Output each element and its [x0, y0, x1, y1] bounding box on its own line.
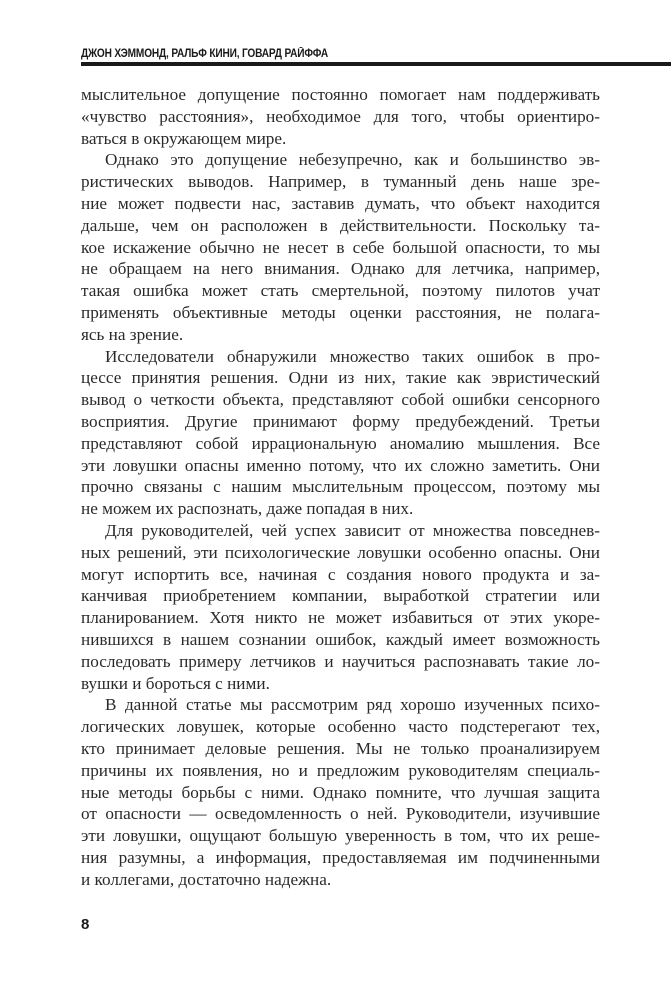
- paragraph: [81, 520, 600, 694]
- text-line: мыслительное допущение постоянно помогает нам поддерживать: [81, 85, 600, 104]
- text-line: «чувство расстояния», необходимое для того, чтобы ориентиро-: [81, 106, 600, 126]
- text-line: ваться в окружающем мире.: [81, 128, 287, 148]
- text-line: могут испортить все, начиная с создания нового продукта и за-: [81, 564, 600, 584]
- text-line: эти ловушки опасны именно потому, что их сложно заметить. Они: [81, 455, 600, 475]
- text-line: Однако это допущение небезупречно, как и большинство эв-: [105, 150, 600, 170]
- text-line: не обращаем на него внимания. Однако для летчика, например,: [81, 259, 600, 279]
- text-line: ристических выводов. Например, в туманный день наше зре-: [81, 172, 600, 192]
- text-line: от опасности — осведомленность о ней. Руководители, изучившие: [81, 804, 600, 824]
- text-line: восприятия. Другие принимают форму предубеждений. Третьи: [81, 411, 600, 431]
- text-line: цессе принятия решения. Одни из них, такие как эвристический: [81, 368, 600, 388]
- page-number: 8: [81, 916, 90, 933]
- text-line: В данной статье мы рассмотрим ряд хорошо изученных психо-: [105, 695, 600, 715]
- text-line: кое искажение обычно не несет в себе большой опасности, то мы: [81, 237, 600, 257]
- text-line: ных решений, эти психологические ловушки особенно опасны. Они: [81, 542, 600, 562]
- text-line: эти ловушки, ощущают большую уверенность в том, что их реше-: [81, 826, 600, 846]
- text-line: планированием. Хотя никто не может избавиться от этих укоре-: [81, 608, 600, 628]
- text-line: вушки и бороться с ними.: [81, 673, 270, 693]
- text-line: ясь на зрение.: [81, 324, 184, 344]
- text-line: последовать примеру летчиков и научиться распознавать такие ло-: [81, 651, 600, 671]
- text-line: канчивая приобретением компании, выработкой стратегии или: [81, 586, 600, 606]
- text-line: и коллегами, достаточно надежна.: [81, 869, 332, 889]
- text-line: не можем их распознать, даже попадая в них.: [81, 499, 414, 519]
- text-line: применять объективные методы оценки расстояния, не полага-: [81, 302, 600, 322]
- running-head-authors: ДЖОН ХЭММОНД, РАЛЬФ КИНИ, ГОВАРД РАЙФФА: [81, 48, 329, 60]
- header-rule: [81, 62, 671, 66]
- text-line: такая ошибка может стать смертельной, поэтому пилотов учат: [81, 281, 600, 301]
- paragraph: [81, 346, 600, 520]
- paragraph: [81, 694, 600, 890]
- body-text: [81, 84, 600, 890]
- text-line: кто принимает деловые решения. Мы не только проанализируем: [81, 738, 600, 758]
- text-line: дальше, чем он расположен в действительности. Поскольку та-: [81, 215, 600, 235]
- text-line: ние может подвести нас, заставив думать, что объект находится: [81, 193, 600, 213]
- text-line: ния разумны, а информация, предоставляемая им подчиненными: [81, 847, 600, 867]
- text-line: причины их появления, но и предложим руководителям специаль-: [81, 760, 600, 780]
- text-line: Исследователи обнаружили множество таких ошибок в про-: [105, 346, 600, 366]
- text-line: ные методы борьбы с ними. Однако помните, что лучшая защита: [81, 782, 600, 802]
- text-line: вывод о четкости объекта, представляют собой ошибки сенсорного: [81, 390, 600, 410]
- text-line: нившихся в нашем сознании ошибок, каждый имеет возможность: [81, 629, 600, 649]
- text-line: прочно связаны с нашим мыслительным процессом, поэтому мы: [81, 477, 600, 497]
- paragraph: [81, 149, 600, 345]
- paragraph: [81, 84, 600, 149]
- text-line: логических ловушек, которые особенно часто подстерегают тех,: [81, 717, 600, 737]
- text-line: Для руководителей, чей успех зависит от множества повседнев-: [105, 520, 600, 540]
- text-line: представляют собой иррациональную аномалию мышления. Все: [81, 433, 600, 453]
